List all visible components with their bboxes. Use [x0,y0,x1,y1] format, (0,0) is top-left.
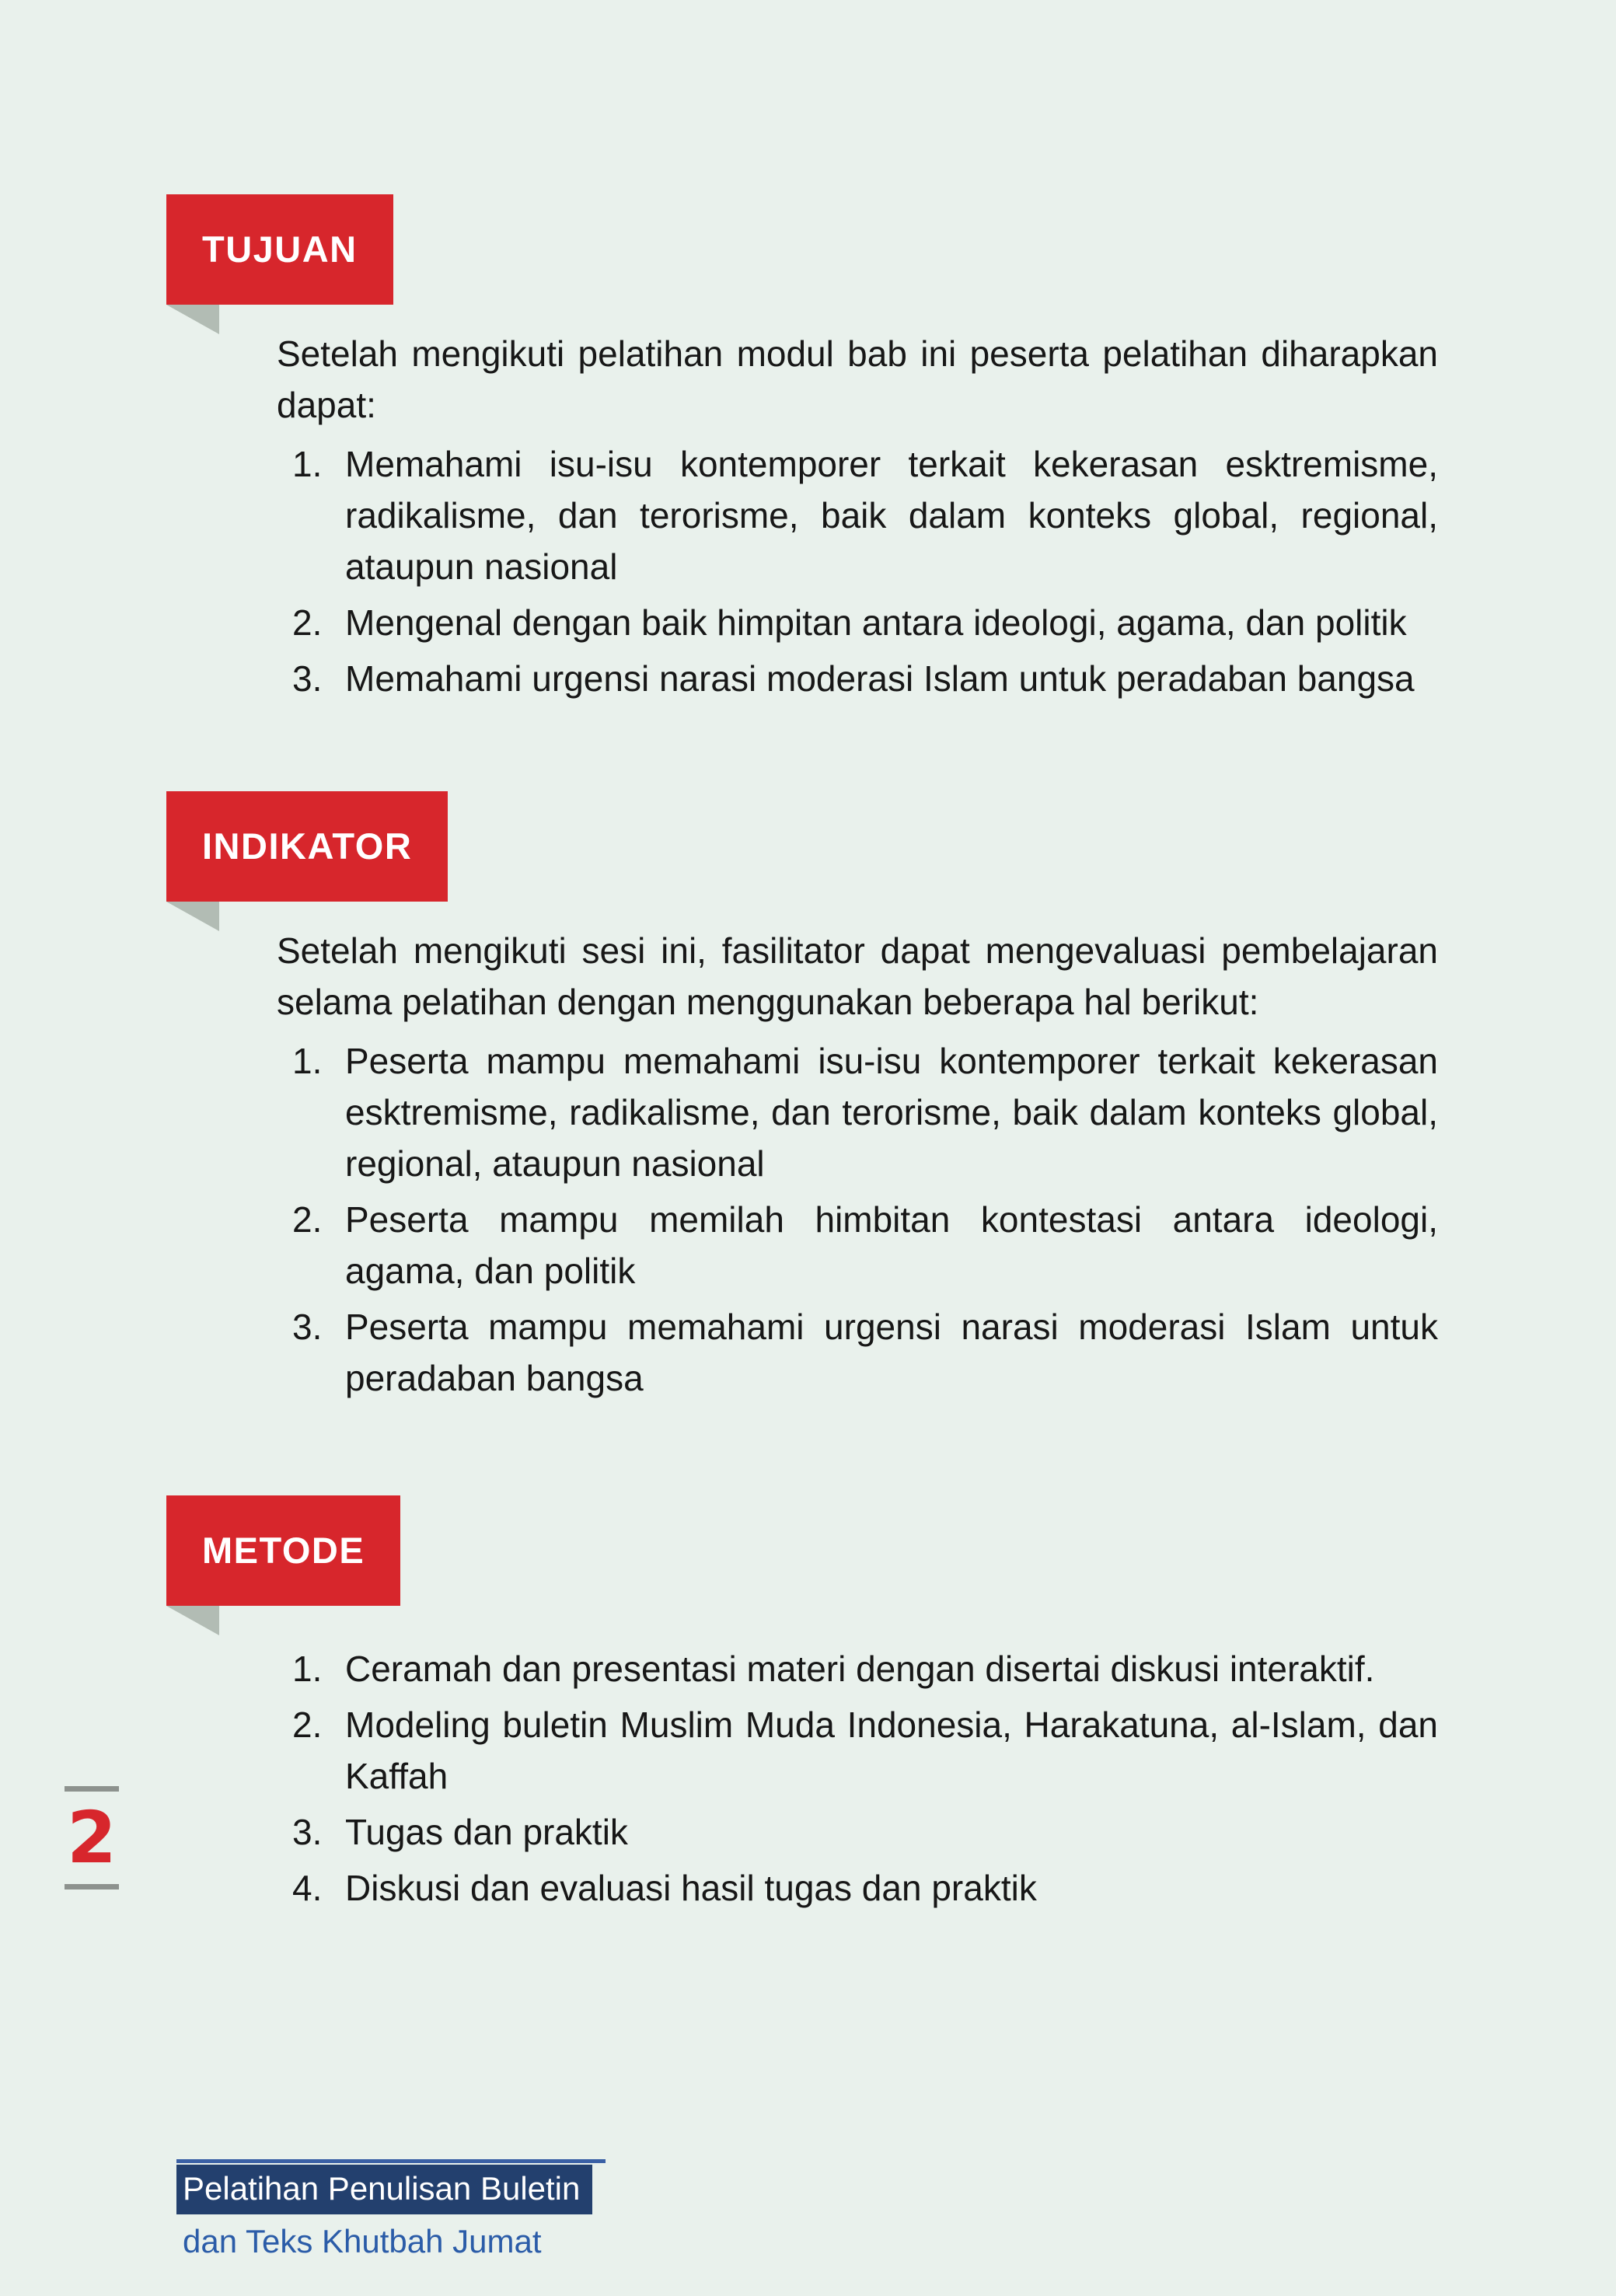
section-badge-indikator [166,791,448,902]
footer-subtitle: dan Teks Khutbah Jumat [183,2223,542,2260]
badge-fold-decoration [166,902,219,931]
list-item [277,1194,1438,1296]
list-item-text: Mengenal dengan baik himpitan antara ideologi, agama, dan politik [345,602,1407,643]
list-item-number: 3. [292,1307,323,1347]
list-item [277,1806,1438,1858]
section-badge-label: TUJUAN [166,194,393,305]
section-content [277,328,1438,704]
list-item-number: 3. [292,658,323,699]
list-item [277,1035,1438,1189]
section-badge-label: METODE [166,1495,400,1606]
list-item-number: 2. [292,1199,323,1240]
badge-fold-decoration [166,305,219,334]
list-item-text: Modeling buletin Muslim Muda Indonesia, Harakatuna, al-Islam, dan Kaffah [345,1705,1438,1796]
list-item-number: 1. [292,444,323,484]
list-item-text: Peserta mampu memahami isu-isu kontemporer terkait kekerasan esktremisme, radikalisme, dan terorisme, baik dalam konteks global, regional, ataupun nasional [345,1041,1438,1184]
page-number-block [61,1786,123,1889]
list-item-text: Tugas dan praktik [345,1812,628,1852]
numbered-list [277,1035,1438,1404]
section-indikator [166,791,1438,1404]
list-item [277,1862,1438,1914]
page-number-rule-top [65,1786,119,1792]
list-item [277,1301,1438,1404]
footer-title: Pelatihan Penulisan Buletin [176,2165,592,2214]
list-item [277,1699,1438,1802]
list-item-text: Peserta mampu memahami urgensi narasi moderasi Islam untuk peradaban bangsa [345,1307,1438,1398]
page-number: 2 [66,1796,117,1879]
page-number-rule-bottom [65,1884,119,1889]
list-item [277,438,1438,592]
footer-rule [176,2159,606,2163]
list-item-text: Diskusi dan evaluasi hasil tugas dan praktik [345,1868,1037,1908]
badge-fold-decoration [166,1606,219,1635]
section-content [277,925,1438,1404]
numbered-list [277,438,1438,704]
list-item-text: Memahami isu-isu kontemporer terkait kekerasan esktremisme, radikalisme, dan terorisme, baik dalam konteks global, regional, ataupun nasional [345,444,1438,587]
numbered-list [277,1643,1438,1914]
list-item-text: Peserta mampu memilah himbitan kontestasi antara ideologi, agama, dan politik [345,1199,1438,1291]
section-content [277,1643,1438,1914]
list-item-number: 2. [292,1705,323,1745]
list-item-text: Ceramah dan presentasi materi dengan disertai diskusi interaktif. [345,1649,1375,1689]
section-badge-label: INDIKATOR [166,791,448,902]
list-item-text: Memahami urgensi narasi moderasi Islam untuk peradaban bangsa [345,658,1415,699]
list-item [277,1643,1438,1694]
section-badge-metode [166,1495,400,1606]
list-item-number: 2. [292,602,323,643]
section-metode [166,1495,1438,1914]
section-badge-tujuan [166,194,393,305]
list-item [277,653,1438,704]
section-intro: Setelah mengikuti pelatihan modul bab ini peserta pelatihan diharapkan dapat: [277,333,1438,425]
section-intro: Setelah mengikuti sesi ini, fasilitator dapat mengevaluasi pembelajaran selama pelatihan dengan menggunakan beberapa hal berikut: [277,930,1438,1022]
section-tujuan [166,0,1438,704]
page-footer [176,2159,606,2262]
list-item-number: 1. [292,1649,323,1689]
list-item-number: 1. [292,1041,323,1081]
list-item-number: 3. [292,1812,323,1852]
list-item-number: 4. [292,1868,323,1908]
list-item [277,597,1438,648]
